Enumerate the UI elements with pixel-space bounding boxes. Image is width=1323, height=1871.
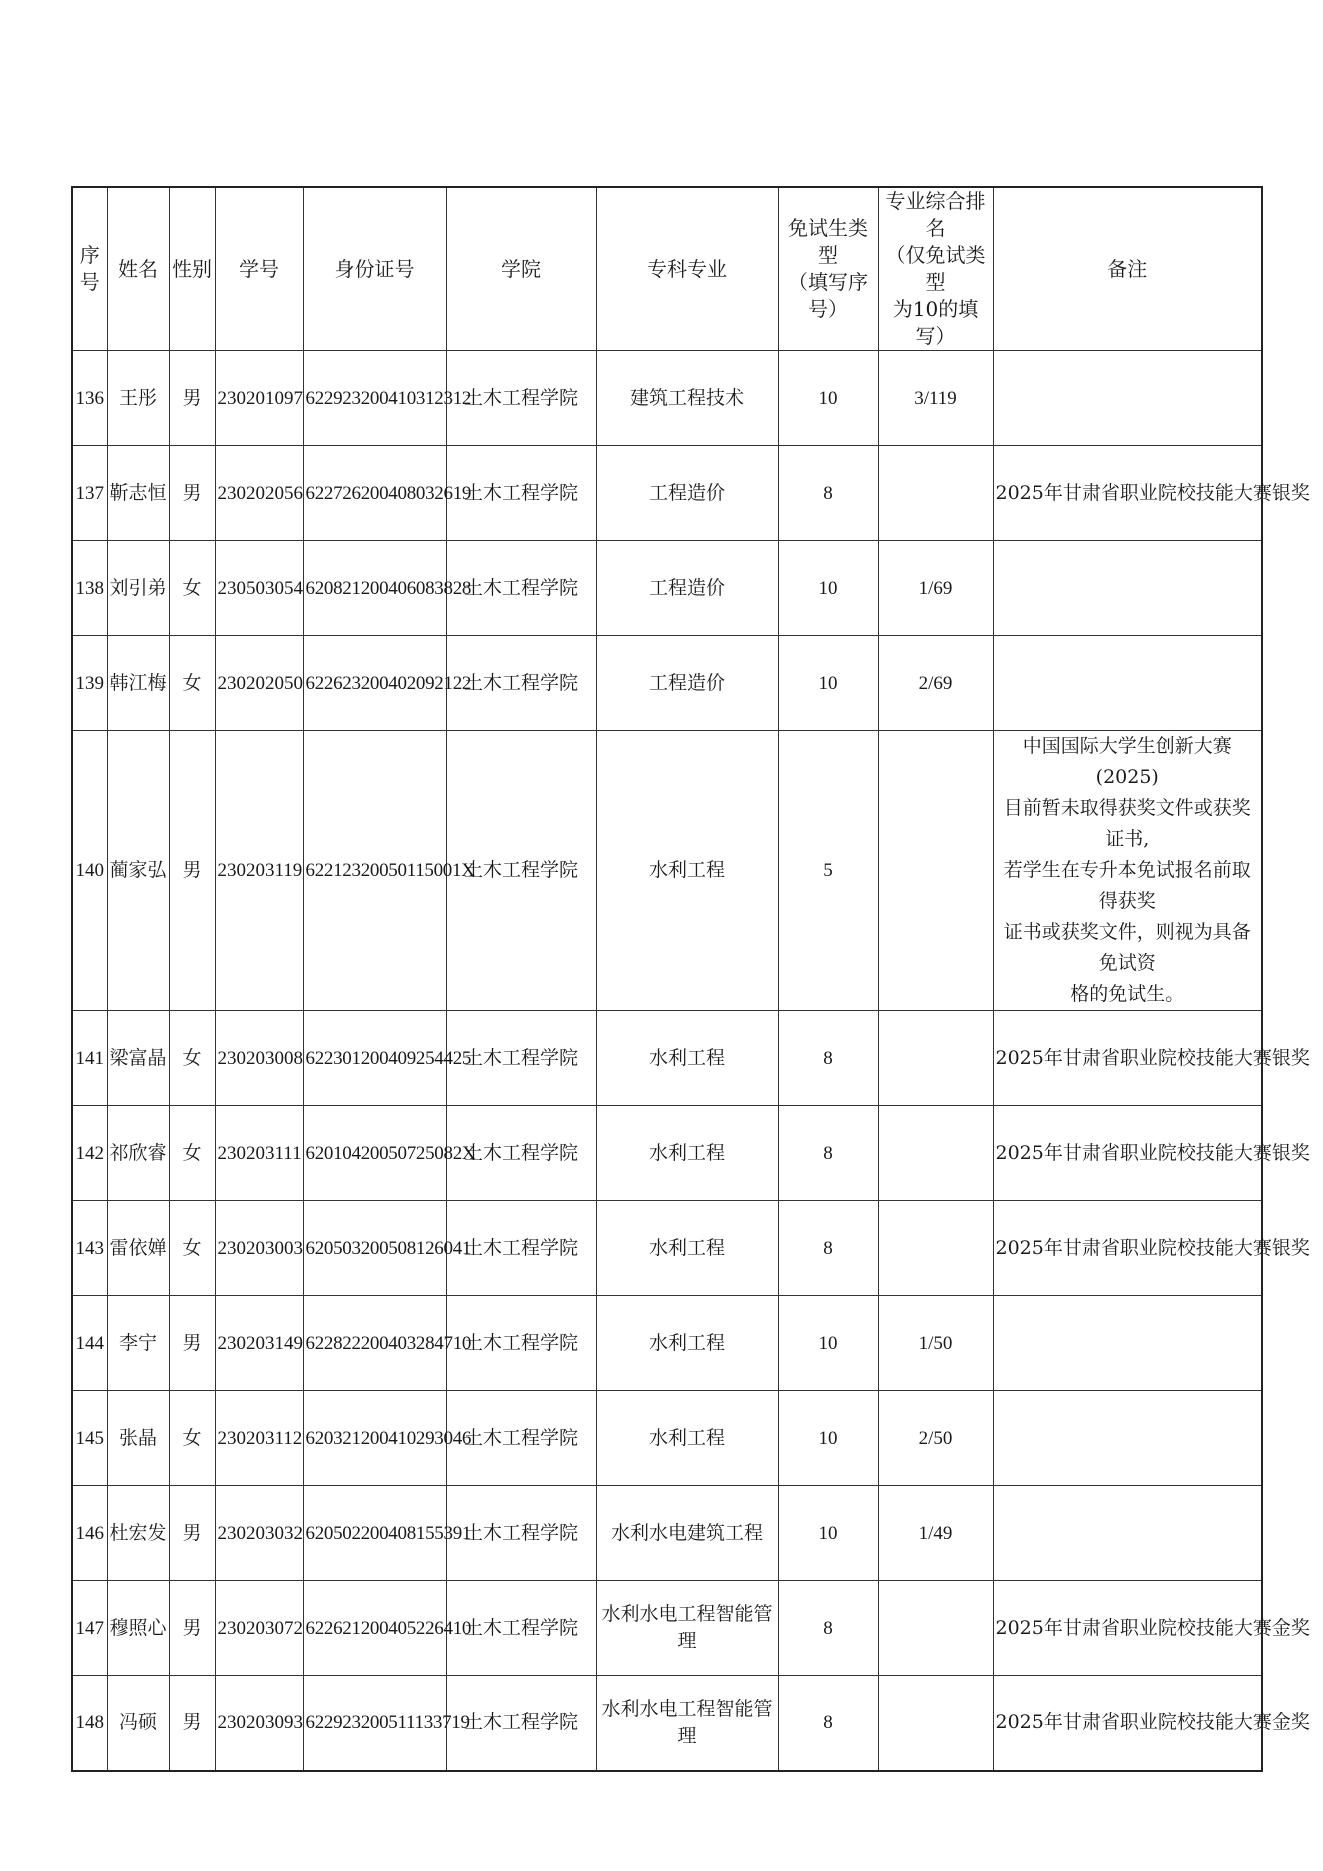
cell-remark: 中国国际大学生创新大赛(2025) 目前暂未取得获奖文件或获奖证书, 若学生在专升本免试报名前取得获奖 证书或获奖文件，则视为具备免试资 格的免试生。 [993, 731, 1262, 1011]
cell-name: 靳志恒 [107, 446, 169, 541]
cell-gender: 男 [169, 351, 215, 446]
cell-name: 蔺家弘 [107, 731, 169, 1011]
cell-college: 土木工程学院 [446, 1486, 596, 1581]
cell-major: 工程造价 [596, 636, 778, 731]
cell-student-id: 230203072 [215, 1581, 303, 1676]
cell-major: 水利工程 [596, 731, 778, 1011]
cell-gender: 女 [169, 541, 215, 636]
cell-id-card: 62010420050725082X [303, 1106, 446, 1201]
cell-rank: 3/119 [878, 351, 993, 446]
cell-seq: 145 [72, 1391, 107, 1486]
cell-id-card: 620502200408155391 [303, 1486, 446, 1581]
cell-college: 土木工程学院 [446, 351, 596, 446]
cell-college: 土木工程学院 [446, 1296, 596, 1391]
cell-id-card: 620821200406083828 [303, 541, 446, 636]
cell-rank [878, 1676, 993, 1771]
cell-rank: 1/50 [878, 1296, 993, 1391]
header-seq: 序 号 [72, 187, 107, 351]
cell-gender: 女 [169, 1011, 215, 1106]
cell-student-id: 230203111 [215, 1106, 303, 1201]
cell-id-card: 622822200403284710 [303, 1296, 446, 1391]
table-row [72, 1201, 1262, 1296]
cell-name: 王彤 [107, 351, 169, 446]
cell-remark: 2025年甘肃省职业院校技能大赛银奖 [993, 446, 1262, 541]
cell-id-card: 620321200410293046 [303, 1391, 446, 1486]
cell-college: 土木工程学院 [446, 446, 596, 541]
cell-gender: 男 [169, 1486, 215, 1581]
cell-seq: 137 [72, 446, 107, 541]
cell-gender: 女 [169, 1106, 215, 1201]
cell-rank [878, 731, 993, 1011]
table-row [72, 1581, 1262, 1676]
cell-name: 雷依婵 [107, 1201, 169, 1296]
cell-seq: 142 [72, 1106, 107, 1201]
cell-id-card: 622923200410312312 [303, 351, 446, 446]
cell-exempt-type: 8 [778, 1581, 878, 1676]
cell-rank: 1/69 [878, 541, 993, 636]
cell-id-card: 622621200405226410 [303, 1581, 446, 1676]
cell-exempt-type: 10 [778, 636, 878, 731]
table-row [72, 1296, 1262, 1391]
cell-rank [878, 446, 993, 541]
table-row [72, 541, 1262, 636]
cell-rank [878, 1201, 993, 1296]
cell-major: 建筑工程技术 [596, 351, 778, 446]
cell-gender: 男 [169, 1296, 215, 1391]
cell-seq: 148 [72, 1676, 107, 1771]
cell-exempt-type: 10 [778, 1486, 878, 1581]
table-body [72, 351, 1310, 1771]
cell-name: 穆照心 [107, 1581, 169, 1676]
header-major: 专科专业 [596, 187, 778, 351]
cell-exempt-type: 8 [778, 1011, 878, 1106]
cell-remark [993, 541, 1262, 636]
cell-rank: 1/49 [878, 1486, 993, 1581]
cell-remark [993, 1486, 1262, 1581]
table-row [72, 731, 1262, 1011]
cell-college: 土木工程学院 [446, 1106, 596, 1201]
cell-college: 土木工程学院 [446, 636, 596, 731]
cell-remark: 2025年甘肃省职业院校技能大赛银奖 [993, 1011, 1262, 1106]
cell-name: 冯硕 [107, 1676, 169, 1771]
table-row [72, 1011, 1262, 1106]
cell-gender: 女 [169, 1201, 215, 1296]
cell-student-id: 230203093 [215, 1676, 303, 1771]
header-student-id: 学号 [215, 187, 303, 351]
cell-seq: 136 [72, 351, 107, 446]
cell-remark [993, 1391, 1262, 1486]
cell-remark: 2025年甘肃省职业院校技能大赛银奖 [993, 1201, 1262, 1296]
cell-exempt-type: 10 [778, 1296, 878, 1391]
cell-major: 水利工程 [596, 1391, 778, 1486]
cell-exempt-type: 8 [778, 1201, 878, 1296]
cell-gender: 男 [169, 1581, 215, 1676]
cell-name: 祁欣睿 [107, 1106, 169, 1201]
cell-major: 水利工程 [596, 1296, 778, 1391]
cell-name: 刘引弟 [107, 541, 169, 636]
cell-id-card: 622726200408032619 [303, 446, 446, 541]
cell-seq: 138 [72, 541, 107, 636]
cell-major: 水利工程 [596, 1201, 778, 1296]
cell-remark: 2025年甘肃省职业院校技能大赛银奖 [993, 1106, 1262, 1201]
cell-remark [993, 636, 1262, 731]
cell-student-id: 230202056 [215, 446, 303, 541]
cell-seq: 144 [72, 1296, 107, 1391]
cell-gender: 男 [169, 731, 215, 1011]
cell-id-card: 62212320050115001X [303, 731, 446, 1011]
cell-major: 水利水电工程智能管理 [596, 1676, 778, 1771]
cell-gender: 女 [169, 1391, 215, 1486]
table-row [72, 1486, 1262, 1581]
cell-name: 张晶 [107, 1391, 169, 1486]
cell-college: 土木工程学院 [446, 1391, 596, 1486]
cell-exempt-type: 10 [778, 1391, 878, 1486]
header-name: 姓名 [107, 187, 169, 351]
cell-seq: 139 [72, 636, 107, 731]
cell-college: 土木工程学院 [446, 1011, 596, 1106]
cell-exempt-type: 5 [778, 731, 878, 1011]
cell-major: 水利工程 [596, 1011, 778, 1106]
cell-name: 韩江梅 [107, 636, 169, 731]
cell-college: 土木工程学院 [446, 1201, 596, 1296]
cell-id-card: 622923200511133719 [303, 1676, 446, 1771]
table-row [72, 446, 1262, 541]
cell-rank [878, 1011, 993, 1106]
cell-gender: 男 [169, 446, 215, 541]
cell-id-card: 620503200508126041 [303, 1201, 446, 1296]
cell-exempt-type: 8 [778, 1106, 878, 1201]
cell-remark [993, 1296, 1262, 1391]
cell-rank: 2/69 [878, 636, 993, 731]
cell-student-id: 230202050 [215, 636, 303, 731]
cell-id-card: 622301200409254425 [303, 1011, 446, 1106]
cell-major: 水利工程 [596, 1106, 778, 1201]
cell-name: 李宁 [107, 1296, 169, 1391]
cell-id-card: 622623200402092122 [303, 636, 446, 731]
cell-rank [878, 1581, 993, 1676]
header-remark: 备注 [993, 187, 1262, 351]
header-gender: 性别 [169, 187, 215, 351]
cell-college: 土木工程学院 [446, 1676, 596, 1771]
cell-college: 土木工程学院 [446, 731, 596, 1011]
cell-name: 梁富晶 [107, 1011, 169, 1106]
cell-exempt-type: 8 [778, 1676, 878, 1771]
cell-rank: 2/50 [878, 1391, 993, 1486]
header-rank: 专业综合排名 （仅免试类型 为10的填写） [878, 187, 993, 351]
cell-student-id: 230203149 [215, 1296, 303, 1391]
cell-student-id: 230203003 [215, 1201, 303, 1296]
cell-exempt-type: 10 [778, 351, 878, 446]
cell-exempt-type: 8 [778, 446, 878, 541]
cell-college: 土木工程学院 [446, 541, 596, 636]
cell-name: 杜宏发 [107, 1486, 169, 1581]
cell-exempt-type: 10 [778, 541, 878, 636]
table-row [72, 351, 1262, 446]
cell-seq: 140 [72, 731, 107, 1011]
table-header-row [72, 187, 1262, 351]
cell-major: 水利水电工程智能管理 [596, 1581, 778, 1676]
cell-student-id: 230203119 [215, 731, 303, 1011]
cell-major: 工程造价 [596, 541, 778, 636]
cell-student-id: 230503054 [215, 541, 303, 636]
cell-gender: 男 [169, 1676, 215, 1771]
header-id-card: 身份证号 [303, 187, 446, 351]
exempt-student-table [71, 186, 1310, 1772]
cell-student-id: 230203008 [215, 1011, 303, 1106]
cell-seq: 141 [72, 1011, 107, 1106]
cell-student-id: 230201097 [215, 351, 303, 446]
table-row [72, 636, 1262, 731]
header-college: 学院 [446, 187, 596, 351]
cell-remark: 2025年甘肃省职业院校技能大赛金奖 [993, 1676, 1262, 1771]
table-row [72, 1106, 1262, 1201]
cell-student-id: 230203112 [215, 1391, 303, 1486]
cell-remark: 2025年甘肃省职业院校技能大赛金奖 [993, 1581, 1262, 1676]
header-exempt-type: 免试生类型 （填写序号） [778, 187, 878, 351]
cell-seq: 146 [72, 1486, 107, 1581]
cell-student-id: 230203032 [215, 1486, 303, 1581]
cell-major: 水利水电建筑工程 [596, 1486, 778, 1581]
table-row [72, 1391, 1262, 1486]
cell-rank [878, 1106, 993, 1201]
cell-remark [993, 351, 1262, 446]
cell-major: 工程造价 [596, 446, 778, 541]
cell-gender: 女 [169, 636, 215, 731]
cell-college: 土木工程学院 [446, 1581, 596, 1676]
table-row [72, 1676, 1262, 1771]
cell-seq: 143 [72, 1201, 107, 1296]
cell-seq: 147 [72, 1581, 107, 1676]
